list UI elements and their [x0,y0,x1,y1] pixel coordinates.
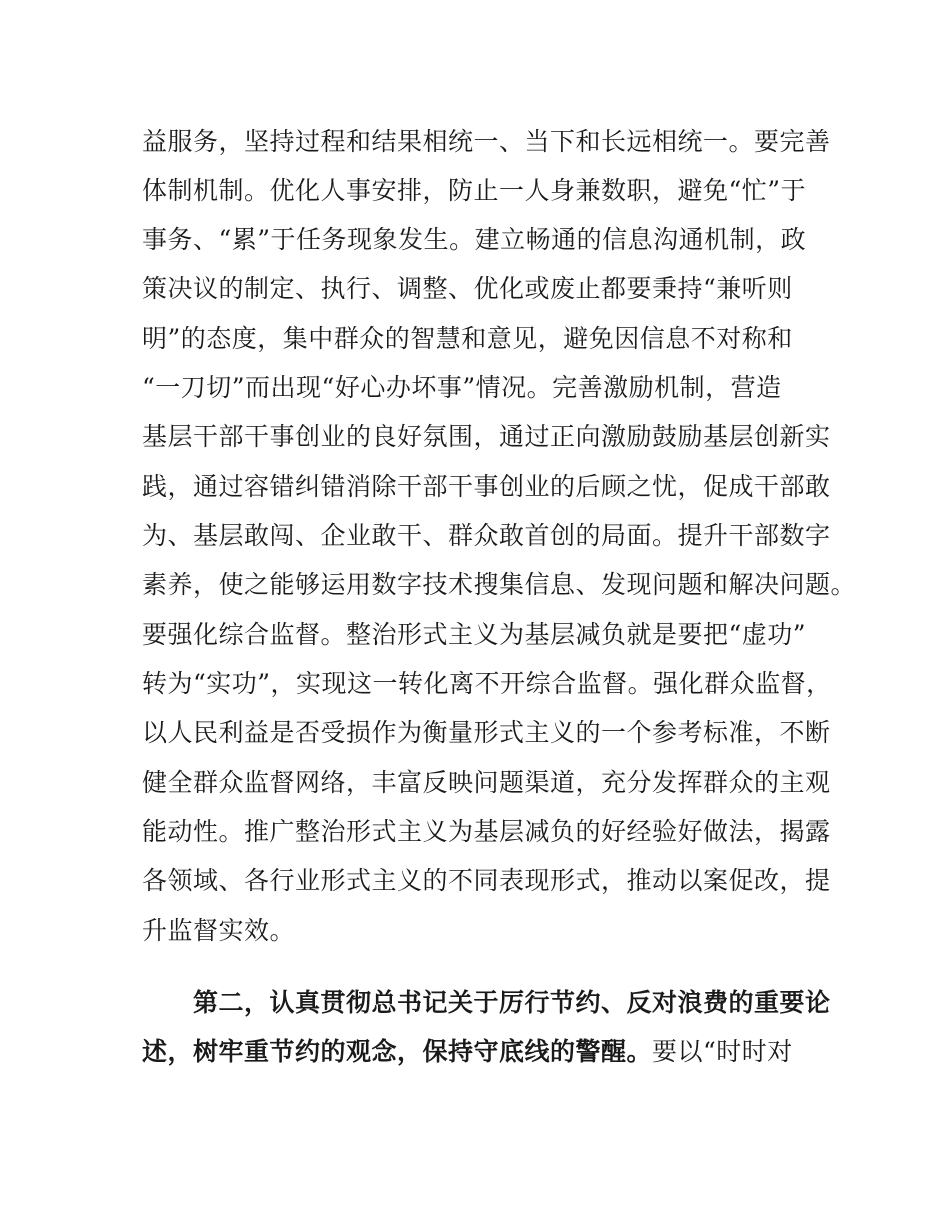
text-line: 事务、“累”于任务现象发生。建立畅通的信息沟通机制，政 [142,225,807,254]
text-line: 明”的态度，集中群众的智慧和意见，避免因信息不对称和 [142,324,793,353]
text-line: 升监督实效。 [142,916,296,945]
text-line: 益服务，坚持过程和结果相统一、当下和长远相统一。要完善 [142,127,831,156]
text-line: 健全群众监督网络，丰富反映问题渠道，充分发挥群众的主观 [142,768,831,797]
text-line: 要强化综合监督。整治形式主义为基层减负就是要把“虚功” [142,620,807,649]
section-heading-text: 述，树牢重节约的观念，保持守底线的警醒。 [142,1037,653,1066]
text-line: 素养，使之能够运用数字技术搜集信息、发现问题和解决问题。 [142,570,857,599]
text-line: 为、基层敢闯、企业敢干、群众敢首创的局面。提升干部数字 [142,521,831,550]
section-heading-line: 第二，认真贯彻总书记关于厉行节约、反对浪费的重要论 [142,988,831,1017]
text-line: 能动性。推广整治形式主义为基层减负的好经验好做法，揭露 [142,817,831,846]
text-line: 体制机制。优化人事安排，防止一人身兼数职，避免“忙”于 [142,176,807,205]
text-line: 基层干部干事创业的良好氛围，通过正向激励鼓励基层创新实 [142,422,831,451]
text-line: “一刀切”而出现“好心办坏事”情况。完善激励机制，营造 [142,373,782,402]
text-line: 各领域、各行业形式主义的不同表现形式，推动以案促改，提 [142,866,831,895]
paragraph-text: 要以“时时对 [652,1037,793,1066]
section-heading-line [142,1037,793,1067]
text-line: 践，通过容错纠错消除干部干事创业的后顾之忧，促成干部敢 [142,472,831,501]
text-line: 转为“实功”，实现这一转化离不开综合监督。强化群众监督， [142,669,832,698]
text-line: 以人民利益是否受损作为衡量形式主义的一个参考标准，不断 [142,718,831,747]
text-line: 策决议的制定、执行、调整、优化或废止都要秉持“兼听则 [142,274,793,303]
